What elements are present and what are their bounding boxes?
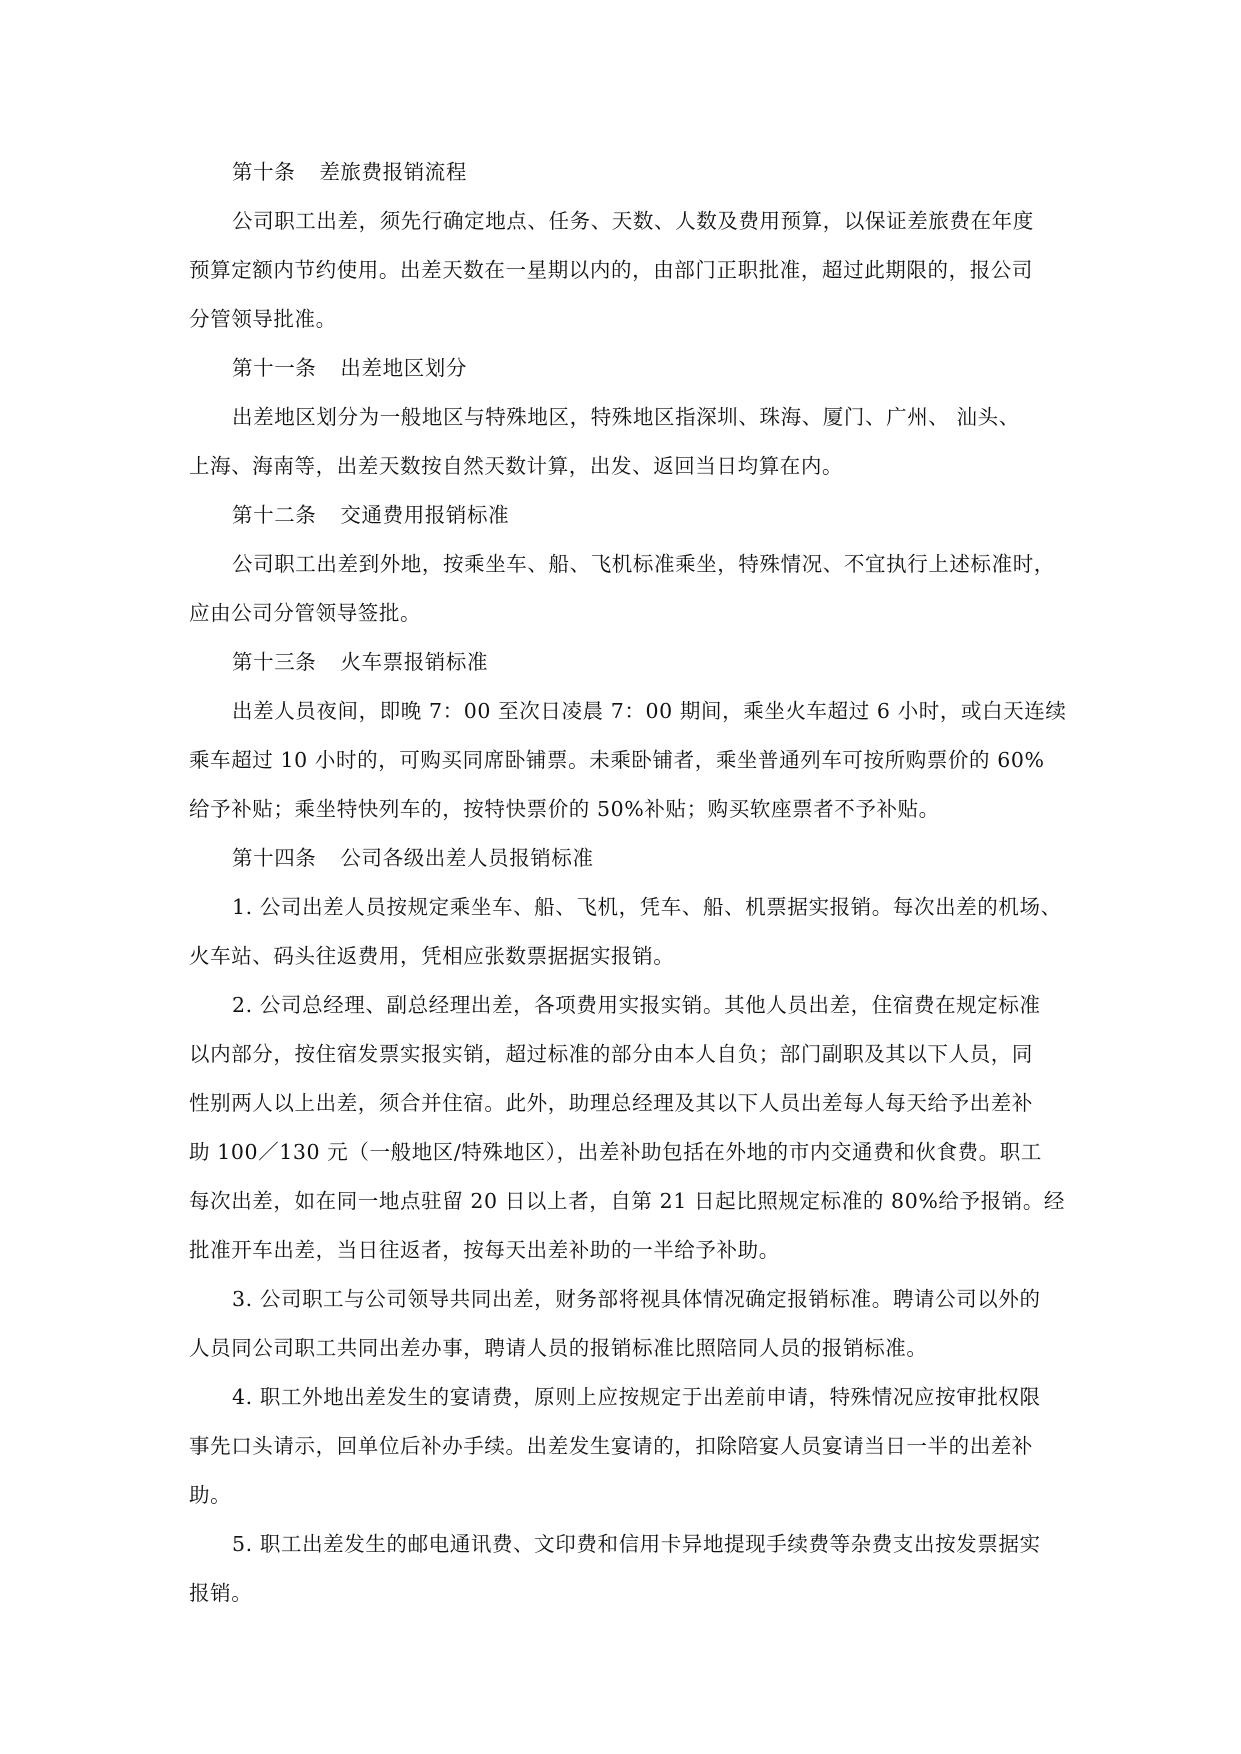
paragraph-line: 3. 公司职工与公司领导共同出差，财务部将视具体情况确定报销标准。聘请公司以外的 <box>232 1287 1041 1311</box>
paragraph-line: 出差人员夜间，即晚 7：00 至次日凌晨 7：00 期间，乘坐火车超过 6 小时，或白天连续 <box>232 699 1067 723</box>
paragraph-line: 5. 职工出差发生的邮电通讯费、文印费和信用卡异地提现手续费等杂费支出按发票据实 <box>232 1532 1041 1556</box>
paragraph-line: 每次出差，如在同一地点驻留 20 日以上者，自第 21 日起比照规定标准的 80%给予报销。经 <box>189 1189 1066 1213</box>
paragraph-line: 上海、海南等，出差天数按自然天数计算，出发、返回当日均算在内。 <box>189 454 844 478</box>
article-heading <box>232 844 594 872</box>
article-number: 第十一条 <box>232 356 317 380</box>
article-heading <box>232 501 509 529</box>
paragraph-line: 性别两人以上出差，须合并住宿。此外，助理总经理及其以下人员出差每人每天给予出差补 <box>189 1091 1033 1115</box>
article-number: 第十三条 <box>232 650 317 674</box>
paragraph-line: 4. 职工外地出差发生的宴请费，原则上应按规定于出差前申请，特殊情况应按审批权限 <box>232 1385 1041 1409</box>
paragraph-line: 以内部分，按住宿发票实报实销，超过标准的部分由本人自负；部门副职及其以下人员，同 <box>189 1042 1033 1066</box>
paragraph-line: 人员同公司职工共同出差办事，聘请人员的报销标准比照陪同人员的报销标准。 <box>189 1336 928 1360</box>
article-title: 公司各级出差人员报销标准 <box>340 846 594 870</box>
article-title: 火车票报销标准 <box>340 650 489 674</box>
paragraph-line: 公司职工出差到外地，按乘坐车、船、飞机标准乘坐，特殊情况、不宜执行上述标准时， <box>232 552 1055 576</box>
paragraph-line: 分管领导批准。 <box>189 307 337 331</box>
paragraph-line: 预算定额内节约使用。出差天数在一星期以内的，由部门正职批准，超过此期限的，报公司 <box>189 258 1033 282</box>
article-title: 交通费用报销标准 <box>340 503 510 527</box>
paragraph-line: 给予补贴；乘坐特快列车的，按特快票价的 50%补贴；购买软座票者不予补贴。 <box>189 797 940 821</box>
article-title: 出差地区划分 <box>340 356 468 380</box>
article-heading <box>232 158 467 186</box>
paragraph-line: 出差地区划分为一般地区与特殊地区，特殊地区指深圳、珠海、厦门、广州、 汕头、 <box>232 405 1020 429</box>
article-number: 第十四条 <box>232 846 317 870</box>
article-heading <box>232 354 467 382</box>
paragraph-line: 乘车超过 10 小时的，可购买同席卧铺票。未乘卧铺者，乘坐普通列车可按所购票价的 60% <box>189 748 1045 772</box>
paragraph-line: 火车站、码头往返费用，凭相应张数票据据实报销。 <box>189 944 675 968</box>
article-title: 差旅费报销流程 <box>319 160 468 184</box>
paragraph-line: 事先口头请示，回单位后补办手续。出差发生宴请的，扣除陪宴人员宴请当日一半的出差补 <box>189 1434 1033 1458</box>
paragraph-line: 助 100／130 元（一般地区/特殊地区），出差补助包括在外地的市内交通费和伙食费。职工 <box>189 1140 1042 1164</box>
paragraph-line: 应由公司分管领导签批。 <box>189 601 422 625</box>
paragraph-line: 公司职工出差，须先行确定地点、任务、天数、人数及费用预算，以保证差旅费在年度 <box>232 209 1034 233</box>
article-number: 第十条 <box>232 160 296 184</box>
paragraph-line: 助。 <box>189 1483 232 1507</box>
paragraph-line: 2. 公司总经理、副总经理出差，各项费用实报实销。其他人员出差，住宿费在规定标准 <box>232 993 1041 1017</box>
article-heading <box>232 648 488 676</box>
paragraph-line: 1. 公司出差人员按规定乘坐车、船、飞机，凭车、船、机票据实报销。每次出差的机场、 <box>232 895 1062 919</box>
paragraph-line: 批准开车出差，当日往返者，按每天出差补助的一半给予补助。 <box>189 1238 780 1262</box>
paragraph-line: 报销。 <box>189 1581 253 1605</box>
article-number: 第十二条 <box>232 503 317 527</box>
